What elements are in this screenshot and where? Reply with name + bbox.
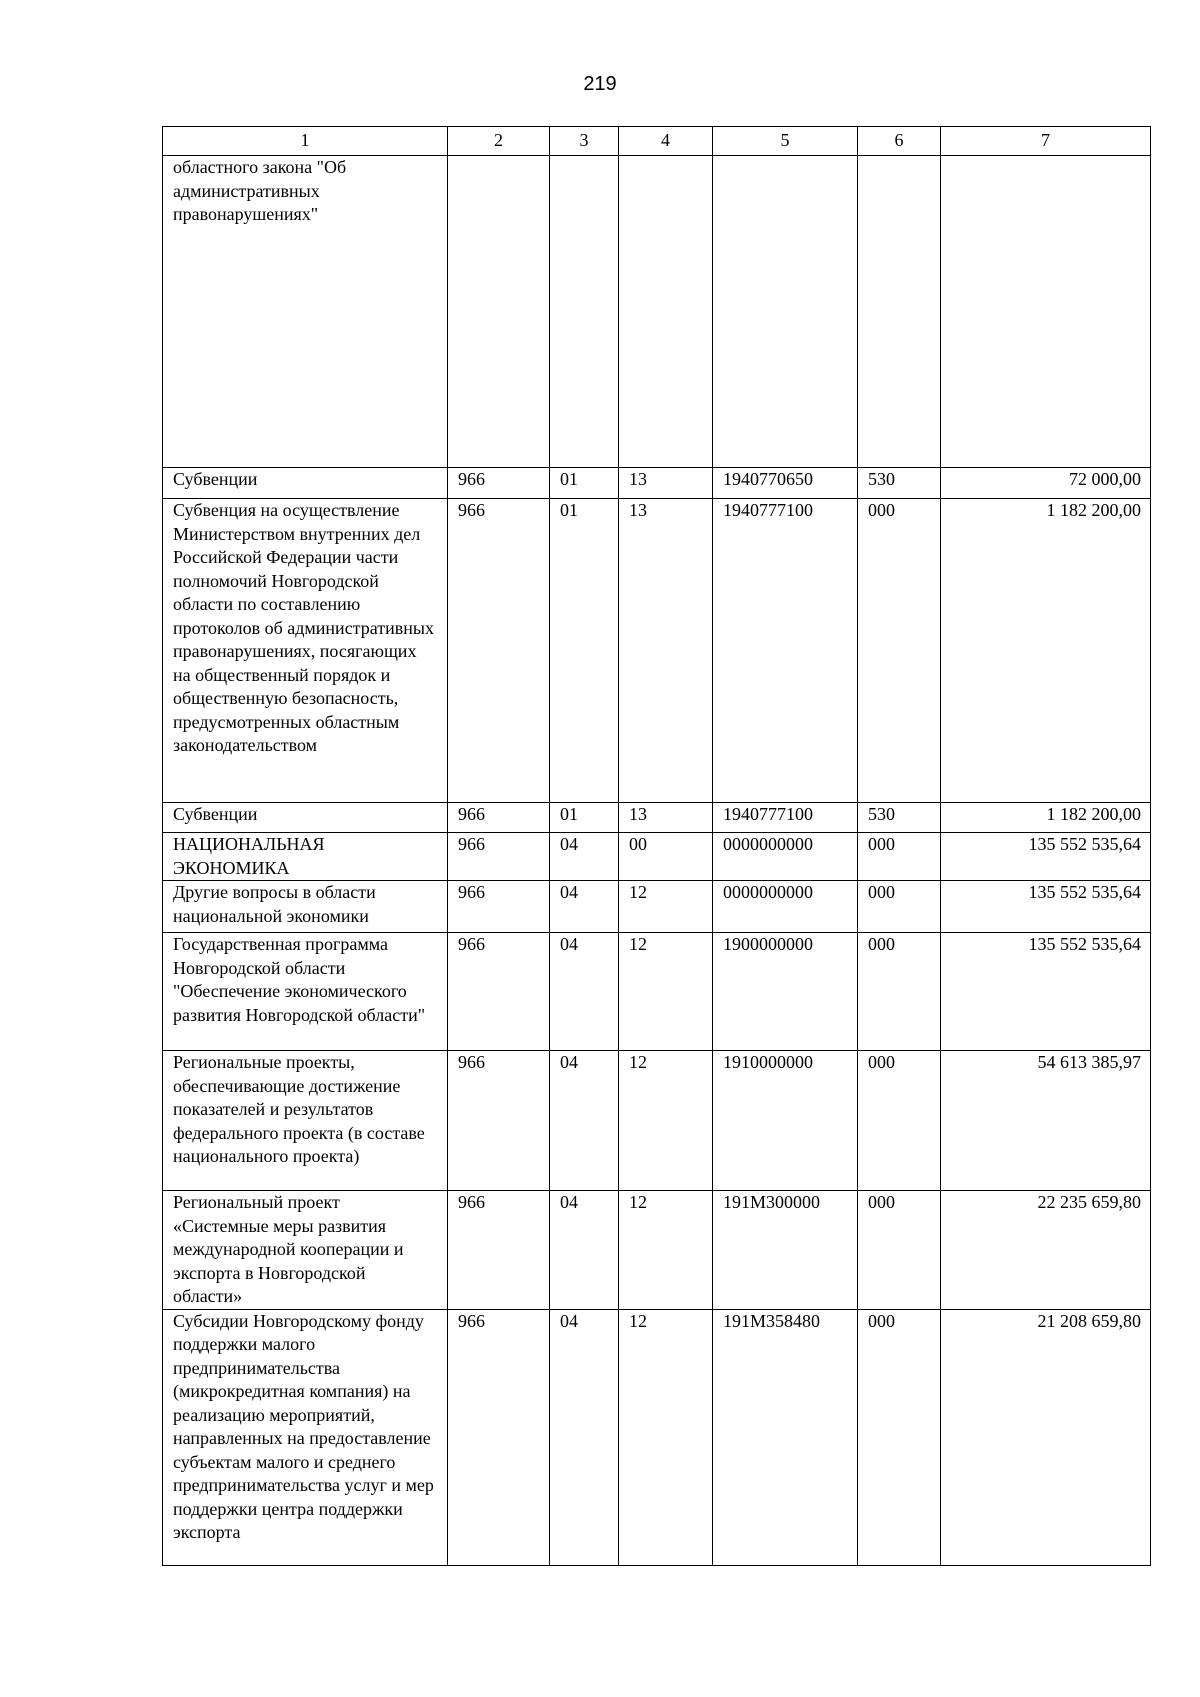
cell-col5: 1940777100 (713, 803, 858, 833)
table-header-row (163, 127, 1151, 156)
column-header: 4 (619, 127, 713, 156)
cell-col4: 00 (619, 833, 713, 881)
cell-col4: 13 (619, 499, 713, 803)
cell-col5: 1910000000 (713, 1051, 858, 1191)
cell-col4 (619, 156, 713, 468)
cell-col2: 966 (448, 1309, 550, 1565)
table-row (163, 156, 1151, 468)
cell-col2: 966 (448, 933, 550, 1051)
cell-col5: 191M300000 (713, 1191, 858, 1310)
row-description: Субсидии Новгородскому фонду поддержки малого предпринимательства (микрокредитная компания) на реализацию мероприятий, направленных на предоставление субъектам малого и среднего предпринимательства услуг и мер поддержки центра поддержки экспорта (163, 1309, 448, 1565)
cell-col3: 01 (550, 499, 619, 803)
cell-amount: 135 552 535,64 (941, 833, 1151, 881)
row-description: Другие вопросы в области национальной экономики (163, 881, 448, 933)
cell-amount: 72 000,00 (941, 468, 1151, 499)
cell-col2: 966 (448, 1191, 550, 1310)
cell-col2 (448, 156, 550, 468)
cell-col3: 04 (550, 881, 619, 933)
column-header: 2 (448, 127, 550, 156)
cell-col6: 530 (858, 803, 941, 833)
cell-col2: 966 (448, 833, 550, 881)
cell-col3 (550, 156, 619, 468)
cell-amount: 135 552 535,64 (941, 881, 1151, 933)
cell-amount (941, 156, 1151, 468)
column-header: 3 (550, 127, 619, 156)
cell-col4: 12 (619, 1309, 713, 1565)
cell-col3: 01 (550, 468, 619, 499)
cell-col6: 000 (858, 1309, 941, 1565)
table-row (163, 833, 1151, 881)
cell-col5: 191M358480 (713, 1309, 858, 1565)
budget-table (162, 126, 1151, 1566)
cell-col5: 0000000000 (713, 881, 858, 933)
cell-col6 (858, 156, 941, 468)
cell-col6: 530 (858, 468, 941, 499)
column-header: 1 (163, 127, 448, 156)
cell-col6: 000 (858, 1191, 941, 1310)
cell-col2: 966 (448, 803, 550, 833)
cell-col2: 966 (448, 499, 550, 803)
table-row (163, 803, 1151, 833)
cell-col6: 000 (858, 833, 941, 881)
cell-col4: 12 (619, 1191, 713, 1310)
cell-col3: 04 (550, 933, 619, 1051)
row-description: Государственная программа Новгородской области "Обеспечение экономического развития Новгородской области" (163, 933, 448, 1051)
cell-col3: 04 (550, 1191, 619, 1310)
row-description: Региональный проект «Системные меры развития международной кооперации и экспорта в Новгородской области» (163, 1191, 448, 1310)
column-header: 5 (713, 127, 858, 156)
cell-col3: 04 (550, 1051, 619, 1191)
cell-col4: 12 (619, 881, 713, 933)
table-row (163, 933, 1151, 1051)
row-description: Субвенция на осуществление Министерством внутренних дел Российской Федерации части полномочий Новгородской области по составлению протоколов об административных правонарушениях, посягающих на общественный порядок и общественную безопасность, предусмотренных областным законодательством (163, 499, 448, 803)
page-number: 219 (583, 73, 617, 95)
cell-col6: 000 (858, 881, 941, 933)
column-header: 6 (858, 127, 941, 156)
cell-col5 (713, 156, 858, 468)
cell-col5: 1940777100 (713, 499, 858, 803)
table-row (163, 499, 1151, 803)
cell-amount: 1 182 200,00 (941, 803, 1151, 833)
cell-col2: 966 (448, 881, 550, 933)
cell-col6: 000 (858, 499, 941, 803)
row-description: НАЦИОНАЛЬНАЯ ЭКОНОМИКА (163, 833, 448, 881)
cell-col5: 1940770650 (713, 468, 858, 499)
table-row (163, 1051, 1151, 1191)
cell-col4: 12 (619, 1051, 713, 1191)
table-row (163, 881, 1151, 933)
cell-amount: 54 613 385,97 (941, 1051, 1151, 1191)
cell-amount: 21 208 659,80 (941, 1309, 1151, 1565)
cell-col3: 01 (550, 803, 619, 833)
column-header: 7 (941, 127, 1151, 156)
cell-amount: 1 182 200,00 (941, 499, 1151, 803)
cell-col3: 04 (550, 833, 619, 881)
row-description: Региональные проекты, обеспечивающие достижение показателей и результатов федерального проекта (в составе национального проекта) (163, 1051, 448, 1191)
row-description: Субвенции (163, 803, 448, 833)
cell-col5: 1900000000 (713, 933, 858, 1051)
cell-col4: 12 (619, 933, 713, 1051)
cell-col3: 04 (550, 1309, 619, 1565)
cell-col5: 0000000000 (713, 833, 858, 881)
table-row (163, 1309, 1151, 1565)
cell-col6: 000 (858, 1051, 941, 1191)
cell-col4: 13 (619, 468, 713, 499)
cell-amount: 135 552 535,64 (941, 933, 1151, 1051)
cell-col2: 966 (448, 468, 550, 499)
cell-col6: 000 (858, 933, 941, 1051)
cell-col2: 966 (448, 1051, 550, 1191)
row-description: областного закона "Об административных правонарушениях" (163, 156, 448, 468)
table-row (163, 1191, 1151, 1310)
cell-col4: 13 (619, 803, 713, 833)
table-row (163, 468, 1151, 499)
cell-amount: 22 235 659,80 (941, 1191, 1151, 1310)
row-description: Субвенции (163, 468, 448, 499)
